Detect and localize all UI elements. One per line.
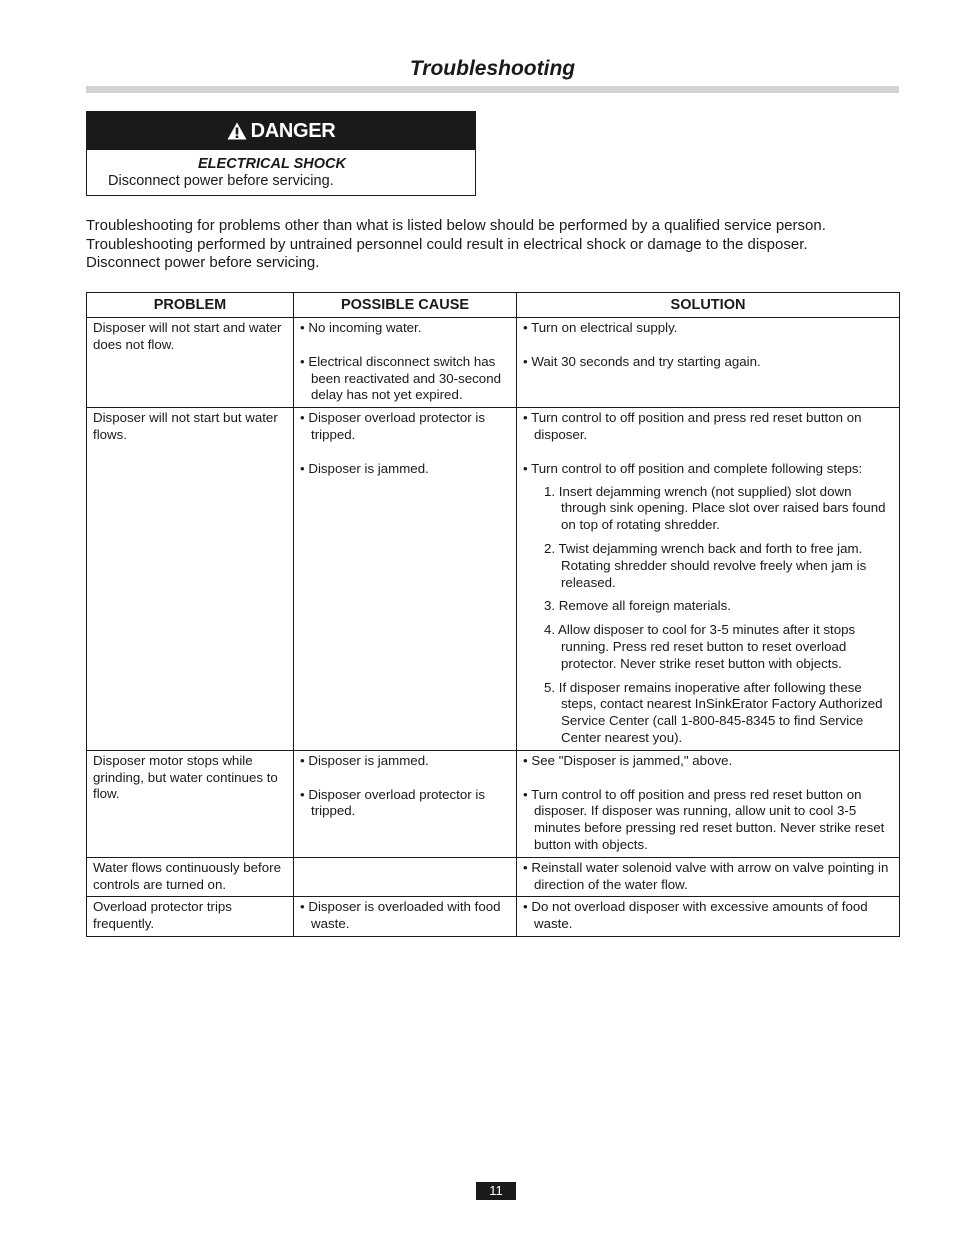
page-number: 11	[476, 1182, 516, 1200]
cause-cell	[294, 750, 517, 857]
table-row	[87, 318, 900, 408]
solution-item: • Reinstall water solenoid valve with arrow on valve pointing in direction of the water flow.	[523, 859, 889, 892]
solution-item: • Wait 30 seconds and try starting again.	[523, 353, 761, 369]
cause-item: • Disposer is jammed.	[300, 752, 429, 768]
dejam-step: 2. Twist dejamming wrench back and forth to free jam. Rotating shredder should revolve freely when jam is released.	[544, 540, 867, 590]
cause-item: • Disposer overload protector is tripped.	[300, 410, 485, 442]
intro-line: Troubleshooting for problems other than what is listed below should be performed by a qualified service person.	[86, 217, 826, 234]
intro-line: Disconnect power before servicing.	[86, 254, 320, 271]
danger-subtitle: ELECTRICAL SHOCK	[198, 156, 346, 172]
solution-item: • Turn on electrical supply.	[523, 320, 678, 335]
cause-cell	[294, 897, 517, 937]
problem-text: Disposer will not start and water does not flow.	[93, 320, 282, 352]
danger-warning-box	[86, 111, 476, 196]
cause-cell	[294, 857, 517, 897]
problem-cell	[87, 318, 294, 408]
warning-triangle-icon	[227, 122, 247, 140]
header-problem: PROBLEM	[87, 293, 294, 318]
solution-item: • Turn control to off position and press red reset button on disposer. If disposer was running, allow unit to cool 3-5 minutes before pressing red reset button. Never strike reset button with objects.	[523, 786, 885, 852]
cause-item: • Electrical disconnect switch has been reactivated and 30-second delay has not yet expired.	[300, 353, 501, 403]
problem-text: Water flows continuously before controls are turned on.	[93, 859, 281, 892]
troubleshooting-table	[86, 292, 900, 937]
table-row	[87, 857, 900, 897]
table-row	[87, 750, 900, 857]
problem-cell	[87, 857, 294, 897]
header-solution: SOLUTION	[517, 293, 900, 318]
solution-cell	[517, 750, 900, 857]
solution-cell	[517, 857, 900, 897]
cause-item: • Disposer overload protector is tripped.	[300, 786, 485, 819]
header-possible-cause: POSSIBLE CAUSE	[294, 293, 517, 318]
solution-item: • Turn control to off position and press red reset button on disposer.	[523, 410, 862, 442]
table-row	[87, 408, 900, 751]
intro-line: Troubleshooting performed by untrained personnel could result in electrical shock or damage to the disposer.	[86, 235, 808, 253]
problem-text: Disposer motor stops while grinding, but water continues to flow.	[93, 752, 278, 802]
cause-cell	[294, 408, 517, 751]
solution-cell	[517, 897, 900, 937]
danger-label: DANGER	[250, 119, 336, 142]
danger-header	[87, 112, 475, 150]
cause-item: • Disposer is overloaded with food waste.	[300, 899, 501, 932]
danger-text: Disconnect power before servicing.	[108, 173, 334, 189]
cause-item: • No incoming water.	[300, 320, 422, 335]
dejam-step: 1. Insert dejamming wrench (not supplied) slot down through sink opening. Place slot over raised bars found on top of rotating shredder.	[544, 483, 886, 533]
dejam-steps-list	[523, 484, 893, 747]
title-rule	[86, 86, 899, 93]
solution-cell	[517, 408, 900, 751]
problem-text: Disposer will not start but water flows.	[93, 410, 278, 442]
table-header-row	[87, 293, 900, 318]
page-title: Troubleshooting	[409, 57, 576, 80]
cause-cell	[294, 318, 517, 408]
problem-cell	[87, 408, 294, 751]
solution-item: • Turn control to off position and complete following steps:	[523, 460, 863, 476]
dejam-step: 4. Allow disposer to cool for 3-5 minutes after it stops running. Press red reset button to reset overload protector. Never strike reset button with objects.	[544, 622, 856, 671]
solution-item: • See "Disposer is jammed," above.	[523, 752, 733, 768]
cause-item: • Disposer is jammed.	[300, 460, 429, 476]
dejam-step: 3. Remove all foreign materials.	[544, 598, 731, 614]
dejam-step: 5. If disposer remains inoperative after following these steps, contact nearest InSinkErator Factory Authorized Service Center (call 1-800-845-8345 to find Service Center nearest you).	[544, 679, 883, 745]
solution-cell	[517, 318, 900, 408]
solution-item: • Do not overload disposer with excessive amounts of food waste.	[523, 899, 868, 932]
problem-text: Overload protector trips frequently.	[93, 899, 232, 932]
table-row	[87, 897, 900, 937]
problem-cell	[87, 897, 294, 937]
problem-cell	[87, 750, 294, 857]
intro-paragraph	[86, 217, 906, 273]
